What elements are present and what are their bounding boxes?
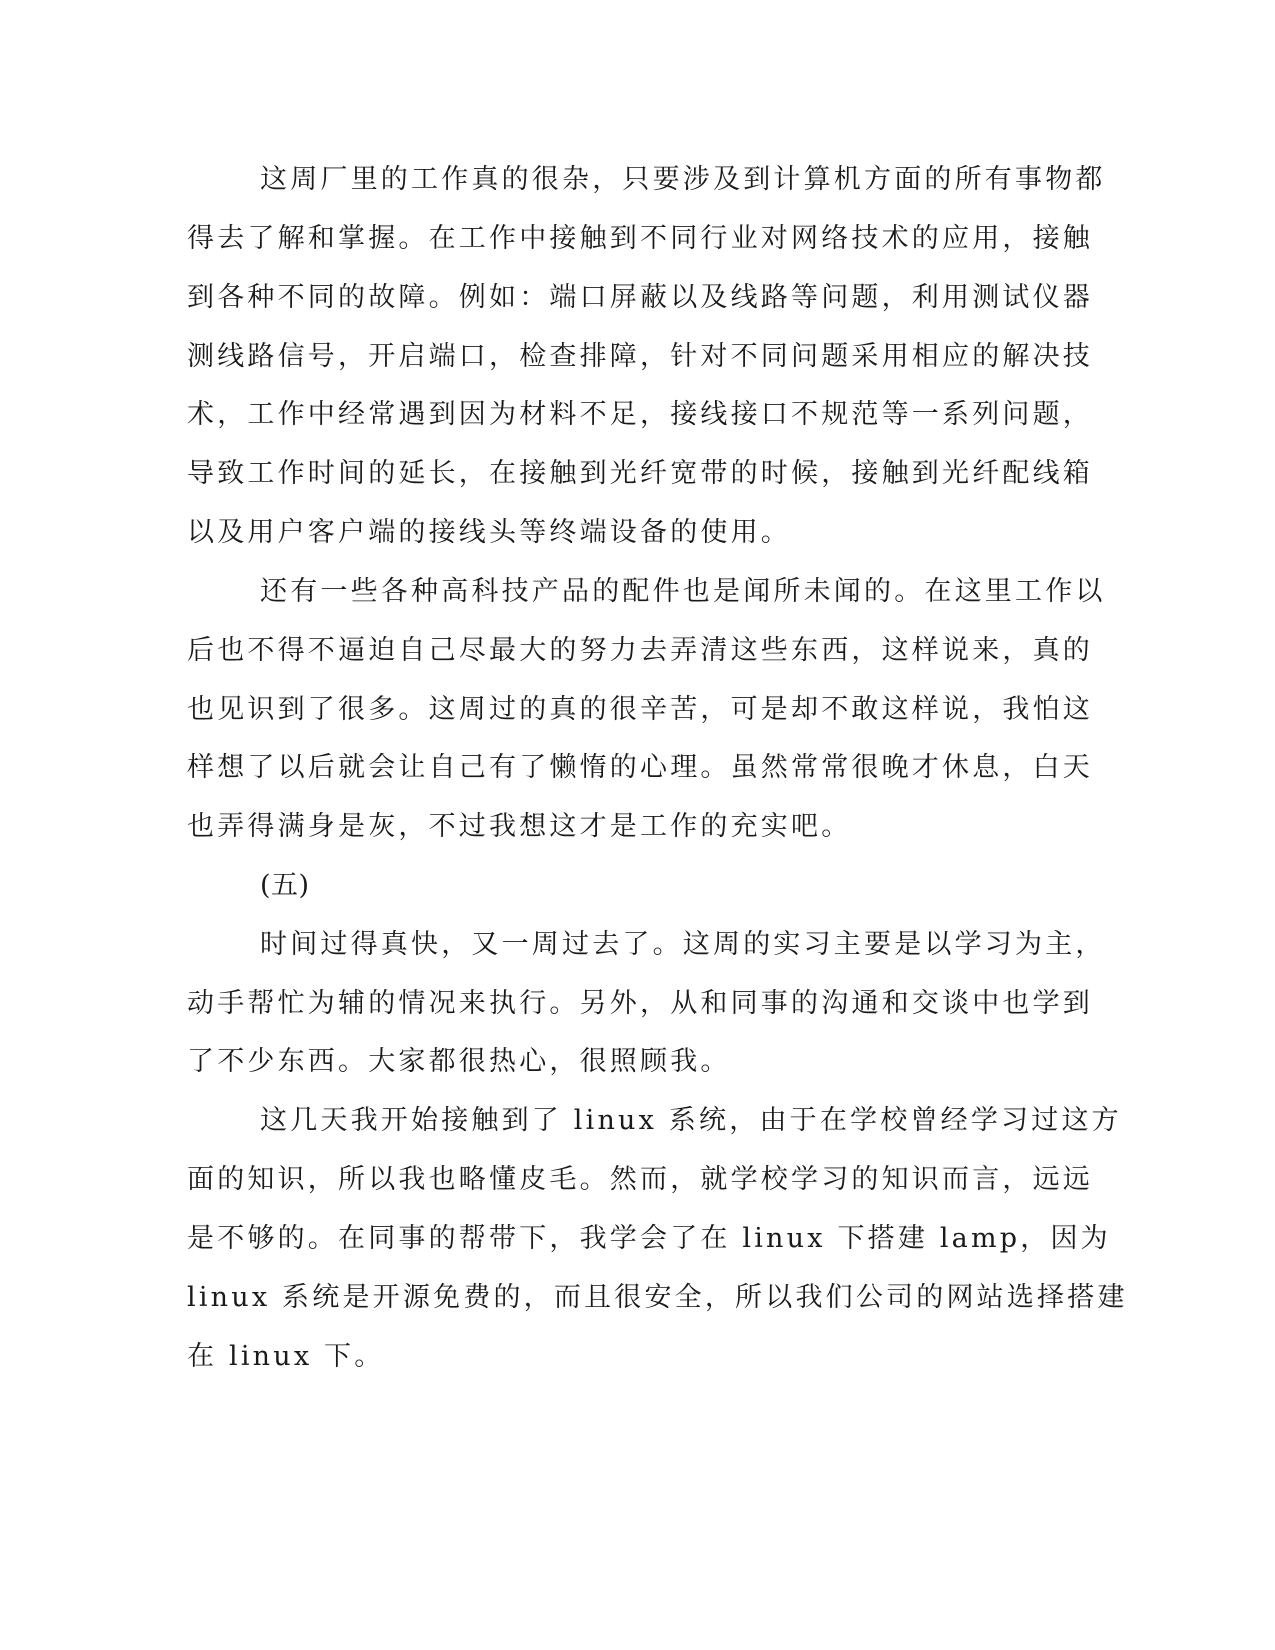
paragraph-1-line-1: 这周厂里的工作真的很杂，只要涉及到计算机方面的所有事物都 <box>260 164 1106 195</box>
paragraph-4-line-1: 这几天我开始接触到了 linux 系统，由于在学校曾经学习过这方 <box>260 1105 1122 1136</box>
paragraph-1-line-2: 得去了解和掌握。在工作中接触到不同行业对网络技术的应用，接触 <box>187 223 1093 254</box>
paragraph-3-line-1: 时间过得真快，又一周过去了。这周的实习主要是以学习为主， <box>260 929 1106 960</box>
paragraph-4-line-3: 是不够的。在同事的帮带下，我学会了在 linux 下搭建 lamp，因为 <box>187 1223 1111 1254</box>
paragraph-1-line-3: 到各种不同的故障。例如：端口屏蔽以及线路等问题，利用测试仪器 <box>187 282 1093 313</box>
paragraph-1-line-5: 术，工作中经常遇到因为材料不足，接线接口不规范等一系列问题， <box>187 399 1093 430</box>
section-heading-five: (五) <box>260 870 310 901</box>
paragraph-2-line-3: 也见识到了很多。这周过的真的很辛苦，可是却不敢这样说，我怕这 <box>187 694 1093 725</box>
paragraph-2-line-1: 还有一些各种高科技产品的配件也是闻所未闻的。在这里工作以 <box>260 576 1106 607</box>
paragraph-4-line-2: 面的知识，所以我也略懂皮毛。然而，就学校学习的知识而言，远远 <box>187 1164 1093 1195</box>
paragraph-1-line-7: 以及用户客户端的接线头等终端设备的使用。 <box>187 517 791 548</box>
paragraph-2-line-4: 样想了以后就会让自己有了懒惰的心理。虽然常常很晚才休息，白天 <box>187 752 1093 783</box>
paragraph-3-line-2: 动手帮忙为辅的情况来执行。另外，从和同事的沟通和交谈中也学到 <box>187 988 1093 1019</box>
paragraph-4-line-5: 在 linux 下。 <box>187 1341 385 1372</box>
paragraph-1-line-6: 导致工作时间的延长，在接触到光纤宽带的时候，接触到光纤配线箱 <box>187 458 1093 489</box>
paragraph-1-line-4: 测线路信号，开启端口，检查排障，针对不同问题采用相应的解决技 <box>187 341 1093 372</box>
paragraph-2-line-5: 也弄得满身是灰，不过我想这才是工作的充实吧。 <box>187 811 852 842</box>
paragraph-4-line-4: linux 系统是开源免费的，而且很安全，所以我们公司的网站选择搭建 <box>187 1282 1128 1313</box>
paragraph-2-line-2: 后也不得不逼迫自己尽最大的努力去弄清这些东西，这样说来，真的 <box>187 635 1093 666</box>
paragraph-3-line-3: 了不少东西。大家都很热心，很照顾我。 <box>187 1046 731 1077</box>
